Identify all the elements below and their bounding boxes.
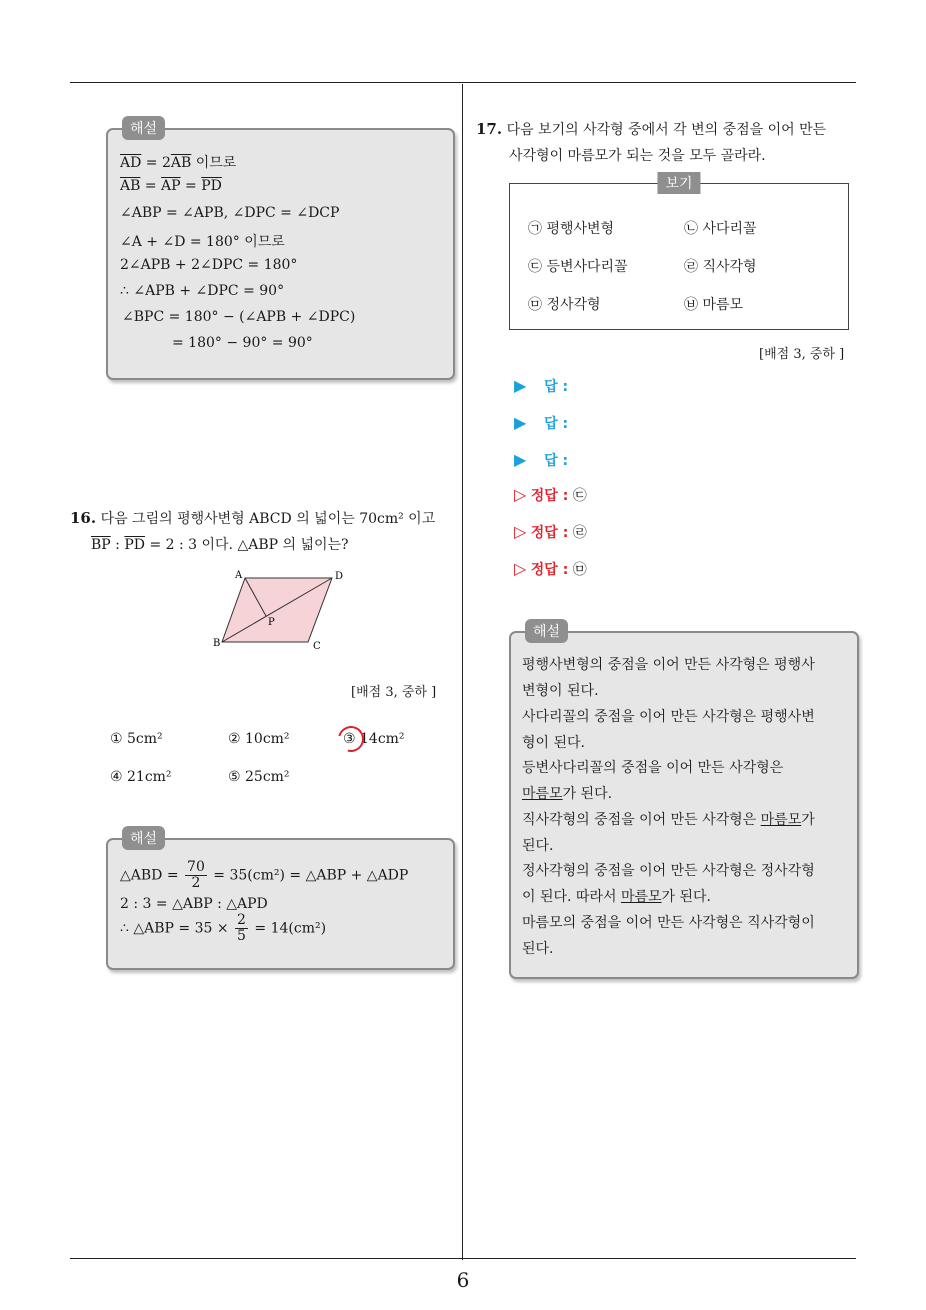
choice-1[interactable]: ① 5cm²: [110, 731, 163, 747]
question-text: 다음 그림의 평행사변형 ABCD 의 넓이는 70cm² 이고: [100, 511, 436, 527]
expl-line: 사다리꼴의 중점을 이어 만든 사각형은 평행사변: [522, 709, 815, 725]
question-number: 16.: [70, 509, 97, 527]
explanation-tag: 해설: [525, 619, 568, 643]
choice-5[interactable]: ⑤ 25cm²: [228, 769, 290, 785]
vertex-label-D: D: [335, 571, 344, 582]
play-triangle-icon: ▶: [514, 376, 527, 395]
vertex-label-B: B: [213, 638, 221, 649]
expl-line: 2 : 3 = △ABP : △APD: [120, 896, 268, 912]
point-label-P: P: [268, 617, 275, 628]
answer-field-3[interactable]: ▶ 답 :: [514, 450, 569, 469]
expl-line: 2∠APB + 2∠DPC = 180°: [120, 257, 298, 273]
expl-line: ∴ △ABP = 35 × $\frac{2}{5}$ = 14(cm²): [120, 912, 327, 944]
outline-triangle-icon: ▷: [514, 485, 527, 504]
expl-line: ∠A + ∠D = 180° 이므로: [120, 234, 285, 250]
expl-line: ∴ ∠APB + ∠DPC = 90°: [120, 283, 285, 299]
parallelogram-figure: [210, 565, 360, 655]
outline-triangle-icon: ▷: [514, 522, 527, 541]
expl-line: 직사각형의 중점을 이어 만든 사각형은 마름모가: [522, 812, 815, 828]
expl-line: △ABD = $\frac{70}{2}$ = 35(cm²) = △ABP + △ADP: [120, 859, 409, 891]
answer-field-1[interactable]: ▶ 답 :: [514, 376, 569, 395]
play-triangle-icon: ▶: [514, 413, 527, 432]
expl-line: ∠BPC = 180° − (∠APB + ∠DPC): [122, 309, 356, 325]
vertex-label-A: A: [235, 570, 243, 581]
expl-line: 된다.: [522, 838, 554, 854]
vertex-label-C: C: [313, 641, 321, 652]
bogi-tag: 보기: [657, 172, 700, 194]
answer-field-2[interactable]: ▶ 답 :: [514, 413, 569, 432]
explanation-box-16: [106, 831, 455, 970]
answer-mark-circle: [333, 721, 369, 757]
question-text: 사각형이 마름모가 되는 것을 모두 골라라.: [509, 148, 766, 164]
top-rule: [70, 82, 856, 83]
column-divider: [462, 84, 463, 1260]
question-16: 16. 다음 그림의 평행사변형 ABCD 의 넓이는 70cm² 이고 $\overline{BP}$ : $\overline{PD} = 2$ : 3 이다. △ABP 의 넓이는?: [70, 509, 436, 553]
expl-line: $\overline{AD} = 2\overline{AB}$ 이므로: [120, 155, 237, 171]
score-label: [배점 3, 중하 ]: [351, 685, 437, 700]
question-text: 다음 보기의 사각형 중에서 각 변의 중점을 이어 만든: [506, 122, 827, 138]
bogi-box: [509, 176, 849, 330]
correct-answer-3: ▷ 정답 : ㉤: [514, 559, 587, 578]
score-label: [배점 3, 중하 ]: [759, 347, 845, 362]
expl-line: 된다.: [522, 941, 554, 957]
choice-4[interactable]: ④ 21cm²: [110, 769, 172, 785]
explanation-tag: 해설: [122, 116, 165, 140]
explanation-box-15: [106, 121, 455, 380]
bogi-item: ㉢ 등변사다리꼴: [528, 259, 628, 275]
outline-triangle-icon: ▷: [514, 559, 527, 578]
expl-line: 마름모가 된다.: [522, 786, 613, 802]
expl-line: 정사각형의 중점을 이어 만든 사각형은 정사각형: [522, 863, 815, 879]
question-17: [476, 116, 861, 169]
explanation-tag: 해설: [122, 826, 165, 850]
bottom-rule: [70, 1258, 856, 1259]
expl-line: $\overline{AB} = \overline{AP} = \overline{PD}$: [120, 178, 222, 194]
correct-answer-1: ▷ 정답 : ㉢: [514, 485, 587, 504]
question-number: 17.: [476, 120, 503, 138]
choice-2[interactable]: ② 10cm²: [228, 731, 290, 747]
bogi-item: ㉥ 마름모: [684, 297, 744, 313]
choice-3[interactable]: ③ 14cm²: [343, 731, 405, 747]
expl-line: = 180° − 90° = 90°: [172, 335, 313, 351]
page-number: 6: [456, 1268, 470, 1292]
bogi-item: ㉠ 평행사변형: [528, 221, 615, 237]
expl-line: 형이 된다.: [522, 735, 585, 751]
bogi-item: ㉣ 직사각형: [684, 259, 757, 275]
expl-line: 변형이 된다.: [522, 683, 599, 699]
correct-answer-2: ▷ 정답 : ㉣: [514, 522, 587, 541]
expl-line: 평행사변형의 중점을 이어 만든 사각형은 평행사: [522, 657, 815, 673]
bogi-item: ㉡ 사다리꼴: [684, 221, 757, 237]
play-triangle-icon: ▶: [514, 450, 527, 469]
bogi-item: ㉤ 정사각형: [528, 297, 601, 313]
expl-line: 마름모의 중점을 이어 만든 사각형은 직사각형이: [522, 915, 815, 931]
expl-line: ∠ABP = ∠APB, ∠DPC = ∠DCP: [120, 205, 340, 221]
expl-line: 이 된다. 따라서 마름모가 된다.: [522, 889, 712, 905]
expl-line: 등변사다리꼴의 중점을 이어 만든 사각형은: [522, 760, 784, 776]
